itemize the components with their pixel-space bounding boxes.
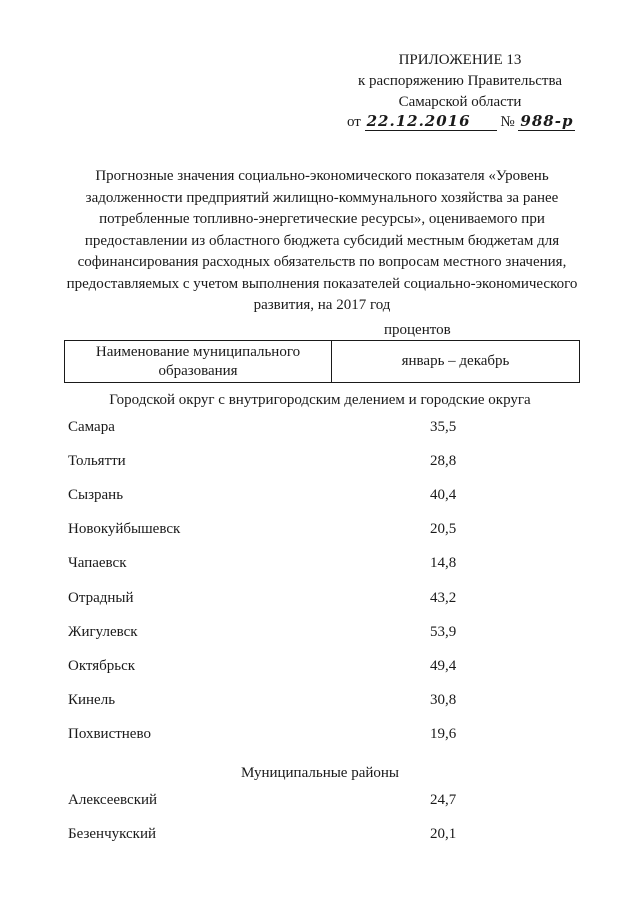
number-label: № — [500, 114, 515, 130]
municipality-name: Чапаевск — [68, 555, 127, 572]
table-row — [68, 726, 588, 746]
appendix-number: ПРИЛОЖЕНИЕ 13 — [398, 52, 522, 68]
municipality-name: Октябрьск — [68, 657, 136, 674]
from-label: от — [347, 114, 361, 130]
indicator-value: 20,5 — [430, 521, 457, 538]
table-row — [68, 624, 588, 644]
column-header-period: январь – декабрь — [332, 341, 580, 383]
municipality-name: Самара — [68, 419, 115, 435]
indicator-value: 19,6 — [430, 725, 457, 742]
table-row — [68, 692, 588, 712]
indicator-value: 14,8 — [430, 555, 457, 572]
indicator-value: 28,8 — [430, 453, 457, 470]
units-label: процентов — [384, 322, 451, 338]
table-row — [68, 555, 588, 575]
table-row — [68, 792, 588, 812]
table-row — [68, 487, 588, 507]
table-row — [68, 826, 588, 846]
appendix-header — [330, 50, 590, 113]
table-row — [68, 658, 588, 678]
order-number: 988-р — [520, 112, 574, 130]
table-row — [68, 521, 588, 541]
indicator-value: 30,8 — [430, 691, 457, 708]
order-date: 22.12.2016 — [365, 112, 497, 131]
indicator-value: 43,2 — [430, 589, 457, 606]
municipality-name: Сызрань — [68, 487, 124, 504]
municipality-name: Жигулевск — [68, 623, 138, 640]
municipality-name: Тольятти — [68, 453, 126, 470]
document-title: Прогнозные значения социально-экономического показателя «Уровень задолженности предприятий жилищно-коммунального хозяйства за ранее потребленные топливно-энергетические ресурсы», оцениваемого при предоставлении из областного бюджета субсидий местным бюджетам для софинансирования расходных обязательств по вопросам местного значения, предоставляемых с учетом выполнения показателей социально-экономического развития, на 2017 год — [66, 168, 578, 313]
municipality-name: Отрадный — [68, 589, 134, 606]
indicator-value: 53,9 — [430, 623, 457, 640]
municipality-name: Новокуйбышевск — [68, 521, 181, 538]
table-row — [68, 419, 588, 439]
section-title-municipal-districts: Муниципальные районы — [240, 765, 400, 781]
table-header — [64, 340, 580, 383]
section-title-city-districts: Городской округ с внутригородским делением и городские округа — [109, 392, 531, 408]
municipality-name: Безенчукский — [68, 826, 157, 842]
indicator-value: 24,7 — [430, 792, 457, 808]
indicator-value: 20,1 — [430, 826, 457, 842]
table-row — [68, 590, 588, 610]
appendix-line-1: к распоряжению Правительства — [357, 73, 562, 89]
municipality-name: Похвистнево — [68, 725, 151, 742]
indicator-value: 49,4 — [430, 657, 457, 674]
table-row — [68, 453, 588, 473]
appendix-line-2: Самарской области — [398, 94, 522, 110]
municipality-name: Алексеевский — [68, 792, 158, 808]
indicator-value: 35,5 — [430, 419, 457, 435]
order-date-number — [347, 112, 575, 131]
column-header-name: Наименование муниципального образования — [65, 341, 332, 383]
indicator-value: 40,4 — [430, 487, 457, 504]
municipality-name: Кинель — [68, 691, 116, 708]
